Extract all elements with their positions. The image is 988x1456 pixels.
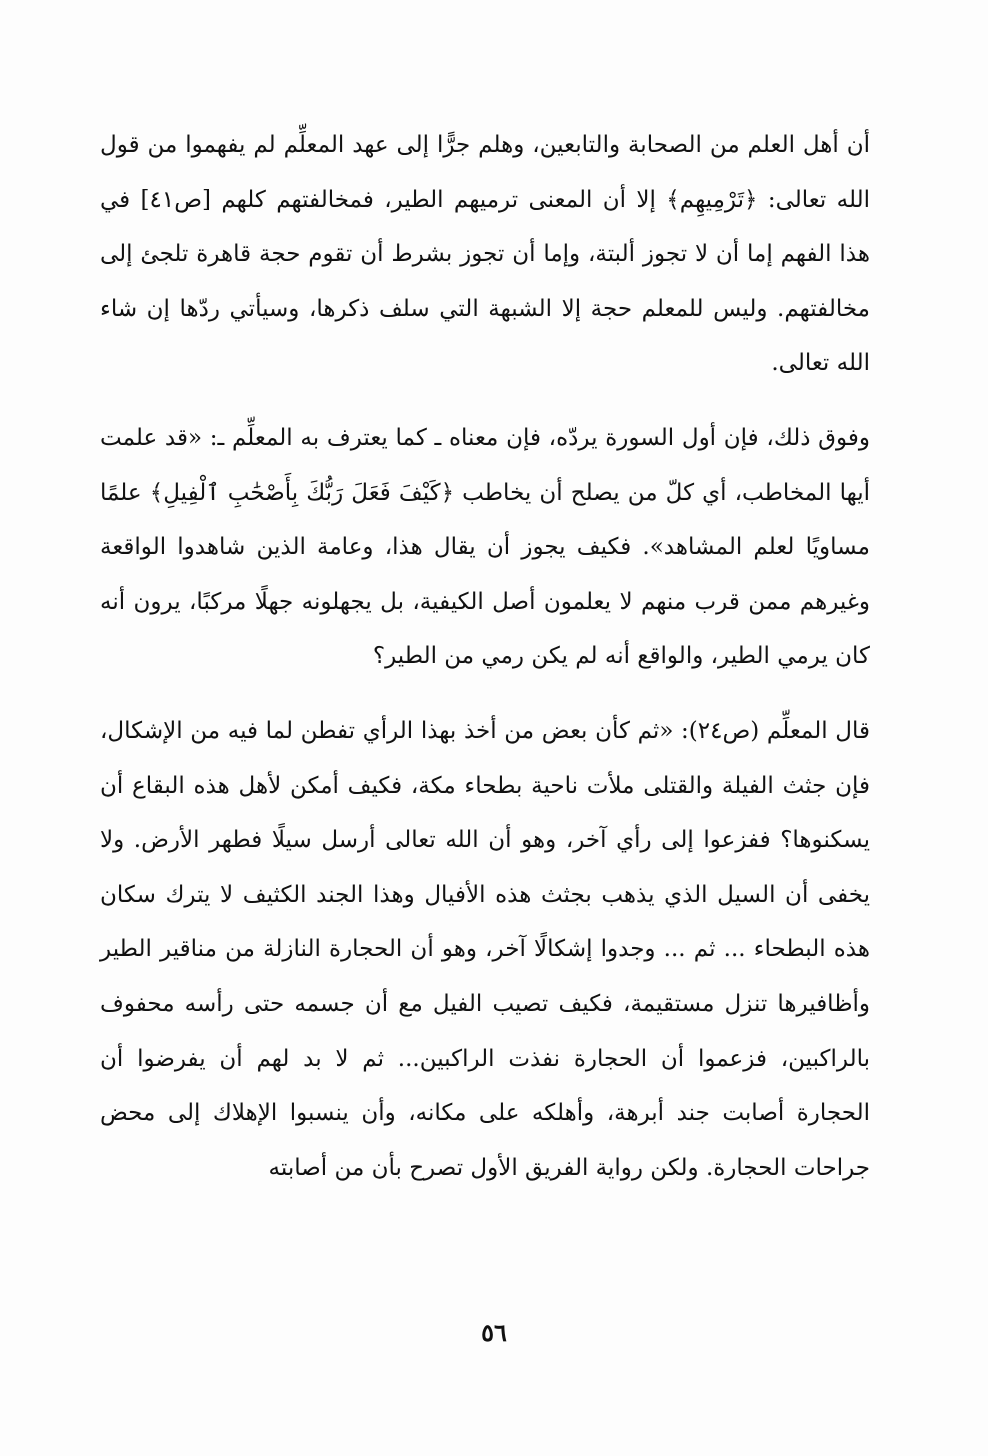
page-number: ٥٦ [481,1318,507,1347]
paragraph-3: قال المعلِّم (ص٢٤): «ثم كأن بعض من أخذ بهذا الرأي تفطن لما فيه من الإشكال، فإن جثث الفيلة والقتلى ملأت ناحية بطحاء مكة، فكيف أمكن لأهل هذه البقاع أن يسكنوها؟ ففزعوا إلى رأي آخر، وهو أن الله تعالى أرسل سيلًا فطهر الأرض. ولا يخفى أن السيل الذي يذهب بجثث هذه الأفيال وهذا الجند الكثيف لا يترك سكان هذه البطحاء ... ثم ... وجدوا إشكالًا آخر، وهو أن الحجارة النازلة من مناقير الطير وأظافيرها تنزل مستقيمة، فكيف تصيب الفيل مع أن جسمه حتى رأسه محفوف بالراكبين، فزعموا أن الحجارة نفذت الراكبين... ثم لا بد لهم أن يفرضوا أن الحجارة أصابت جند أبرهة، وأهلكه على مكانه، وأن ينسبوا الإهلاك إلى محض جراحات الحجارة. ولكن رواية الفريق الأول تصرح بأن من أصابته [100,717,870,1181]
paragraph-1: أن أهل العلم من الصحابة والتابعين، وهلم جرًّا إلى عهد المعلِّم لم يفهموا من قول الله تعالى: ﴿تَرْمِيهِم﴾ إلا أن المعنى ترميهم الطير، فمخالفتهم كلهم [ص٤١] في هذا الفهم إما أن لا تجوز ألبتة، وإما أن تجوز بشرط أن تقوم حجة قاهرة تلجئ إلى مخالفتهم. وليس للمعلم حجة إلا الشبهة التي سلف ذكرها، وسيأتي ردّها إن شاء الله تعالى. [100,132,871,377]
paragraph-2: وفوق ذلك، فإن أول السورة يردّه، فإن معناه ـ كما يعترف به المعلِّم ـ: «قد علمت أيها المخاطب، أي كلّ من يصلح أن يخاطب ﴿كَيْفَ فَعَلَ رَبُّكَ بِأَصْحَٰبِ ٱلْفِيلِ﴾ علمًا مساويًا لعلم المشاهد». فكيف يجوز أن يقال هذا، وعامة الذين شاهدوا الواقعة وغيرهم ممن قرب منهم لا يعلمون أصل الكيفية، بل يجهلونه جهلًا مركبًا، يرون أنه كان يرمي الطير، والواقع أنه لم يكن رمي من الطير؟ [100,424,870,670]
body-text [100,118,870,1195]
